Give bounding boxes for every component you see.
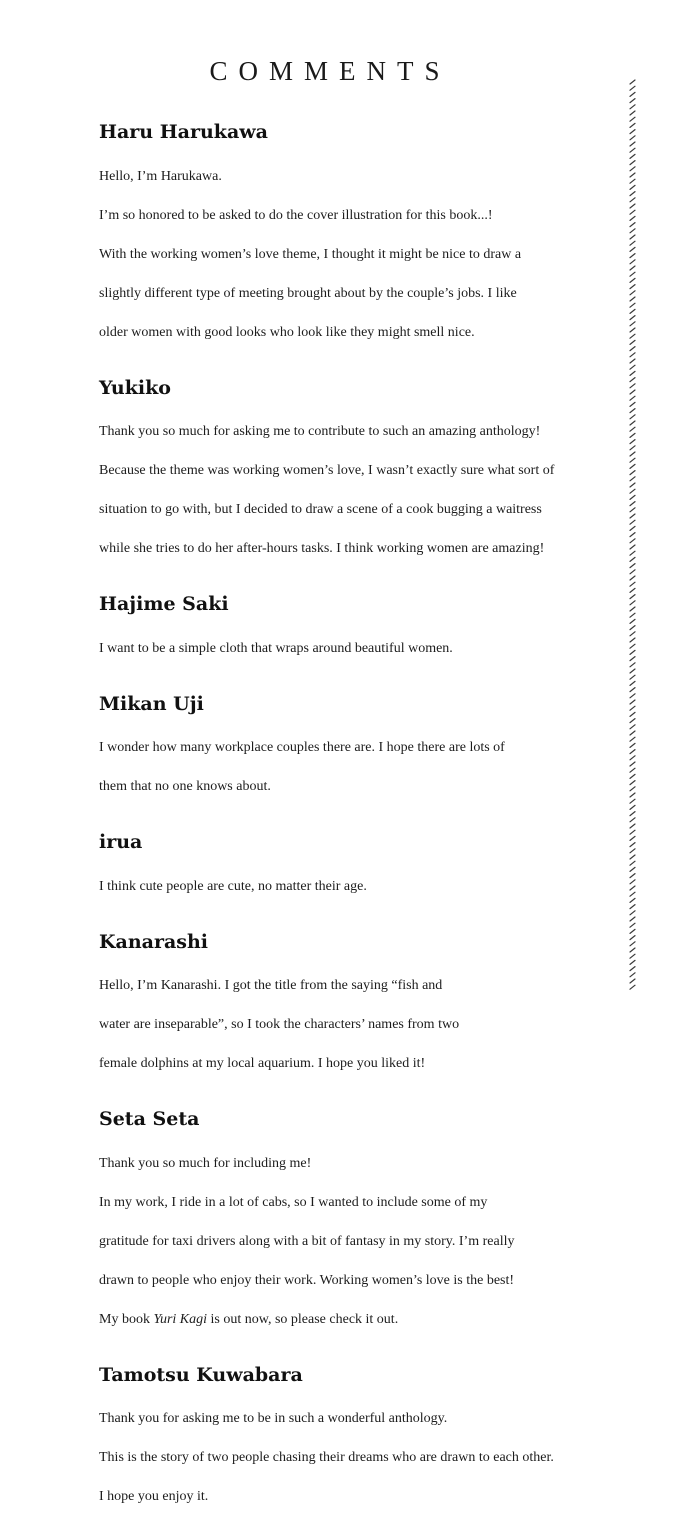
hatch-stroke bbox=[630, 154, 635, 158]
hatch-stroke bbox=[630, 192, 635, 196]
comment-line: female dolphins at my local aquarium. I hope you liked it! bbox=[99, 1056, 426, 1071]
hatch-stroke bbox=[630, 849, 635, 853]
author-name: Seta Seta bbox=[99, 1108, 200, 1130]
hatch-stroke bbox=[630, 681, 635, 685]
comments-list bbox=[99, 118, 599, 1538]
hatch-stroke bbox=[630, 638, 635, 642]
hatch-stroke bbox=[630, 905, 635, 909]
hatch-stroke bbox=[630, 86, 635, 90]
hatch-stroke bbox=[630, 433, 635, 437]
hatch-stroke bbox=[630, 650, 635, 654]
comment-entry-seta-seta bbox=[99, 1105, 599, 1349]
hatch-stroke bbox=[630, 446, 635, 450]
hatch-stroke bbox=[630, 471, 635, 475]
hatch-stroke bbox=[630, 105, 635, 109]
comment-line: Thank you so much for asking me to contribute to such an amazing anthology! bbox=[99, 424, 541, 439]
hatch-stroke bbox=[630, 390, 635, 394]
hatch-stroke bbox=[630, 793, 635, 797]
hatch-stroke bbox=[630, 111, 635, 115]
hatch-stroke bbox=[630, 148, 635, 152]
author-name: irua bbox=[99, 831, 143, 853]
hatch-stroke bbox=[630, 979, 635, 983]
comment-line-prefix: My book bbox=[99, 1311, 154, 1327]
hatch-stroke bbox=[630, 396, 635, 400]
hatch-stroke bbox=[630, 458, 635, 462]
hatch-stroke bbox=[630, 818, 635, 822]
hatch-stroke bbox=[630, 514, 635, 518]
hatch-stroke bbox=[630, 750, 635, 754]
hatch-stroke bbox=[630, 210, 635, 214]
hatch-stroke bbox=[630, 843, 635, 847]
author-name: Hajime Saki bbox=[99, 593, 229, 615]
comment-line: With the working women’s love theme, I thought it might be nice to draw a bbox=[99, 246, 522, 262]
book-title: Yuri Kagi bbox=[153, 1311, 208, 1327]
comment-text bbox=[99, 1134, 599, 1349]
author-name: Tamotsu Kuwabara bbox=[99, 1363, 303, 1386]
hatch-stroke bbox=[630, 272, 635, 276]
hatch-stroke bbox=[630, 551, 635, 555]
hatch-stroke bbox=[630, 669, 635, 673]
hatch-stroke bbox=[630, 421, 635, 425]
hatch-stroke bbox=[630, 378, 635, 382]
hatch-stroke bbox=[630, 588, 635, 592]
comment-text bbox=[99, 1390, 599, 1527]
comment-line: Hello, I’m Kanarashi. I got the title from the saying “fish and bbox=[99, 978, 443, 993]
hatch-stroke bbox=[630, 384, 635, 388]
comment-entry-hajime-saki bbox=[99, 590, 599, 678]
hatch-stroke bbox=[630, 632, 635, 636]
hatch-stroke bbox=[630, 254, 635, 258]
hatch-stroke bbox=[630, 867, 635, 871]
comment-line: I want to be a simple cloth that wraps around beautiful women. bbox=[99, 640, 453, 656]
hatch-stroke bbox=[630, 923, 635, 927]
comment-text bbox=[99, 147, 599, 362]
hatch-stroke bbox=[630, 799, 635, 803]
comment-text bbox=[99, 957, 599, 1094]
hatch-stroke bbox=[630, 725, 635, 729]
hatch-stroke bbox=[630, 179, 635, 183]
hatch-stroke bbox=[630, 316, 635, 320]
hatch-stroke bbox=[630, 942, 635, 946]
hatch-stroke bbox=[630, 241, 635, 245]
hatch-stroke bbox=[630, 911, 635, 915]
hatched-edge-border bbox=[627, 78, 639, 998]
hatch-stroke bbox=[630, 371, 635, 375]
hatch-stroke bbox=[630, 781, 635, 785]
hatch-stroke bbox=[630, 967, 635, 971]
hatch-stroke bbox=[630, 607, 635, 611]
comment-line: while she tries to do her after-hours tasks. I think working women are amazing! bbox=[99, 541, 545, 556]
hatch-stroke bbox=[630, 508, 635, 512]
hatch-stroke bbox=[630, 409, 635, 413]
comment-entry-irua bbox=[99, 828, 599, 916]
hatch-stroke bbox=[630, 347, 635, 351]
hatch-stroke bbox=[630, 917, 635, 921]
comment-line: Thank you for asking me to be in such a wonderful anthology. bbox=[99, 1411, 448, 1426]
comment-line: I hope you enjoy it. bbox=[99, 1489, 209, 1504]
hatch-stroke bbox=[630, 855, 635, 859]
hatch-stroke bbox=[630, 675, 635, 679]
hatch-stroke bbox=[630, 712, 635, 716]
hatch-stroke bbox=[630, 564, 635, 568]
comment-line: Hello, I’m Harukawa. bbox=[99, 168, 222, 184]
hatch-stroke bbox=[630, 644, 635, 648]
hatch-stroke bbox=[630, 892, 635, 896]
hatch-stroke bbox=[630, 452, 635, 456]
hatch-stroke bbox=[630, 601, 635, 605]
hatch-stroke bbox=[630, 830, 635, 834]
hatch-stroke bbox=[630, 247, 635, 251]
hatch-stroke bbox=[630, 545, 635, 549]
comment-line: situation to go with, but I decided to draw a scene of a cook bugging a waitress bbox=[99, 502, 542, 517]
hatch-stroke bbox=[630, 898, 635, 902]
comment-line: In my work, I ride in a lot of cabs, so I wanted to include some of my bbox=[99, 1194, 488, 1210]
page-title: COMMENTS bbox=[209, 56, 451, 86]
hatch-stroke bbox=[630, 768, 635, 772]
hatch-stroke bbox=[630, 440, 635, 444]
hatch-stroke bbox=[630, 185, 635, 189]
hatch-stroke bbox=[630, 136, 635, 140]
hatch-stroke bbox=[630, 402, 635, 406]
hatch-stroke bbox=[630, 489, 635, 493]
comment-entry-haru-harukawa bbox=[99, 118, 599, 362]
author-name: Kanarashi bbox=[99, 930, 208, 953]
comment-line: older women with good looks who look like they might smell nice. bbox=[99, 324, 475, 340]
hatch-stroke bbox=[630, 353, 635, 357]
hatch-stroke bbox=[630, 762, 635, 766]
hatch-stroke bbox=[630, 874, 635, 878]
hatch-stroke bbox=[630, 167, 635, 171]
hatch-stroke bbox=[630, 278, 635, 282]
comment-line: I think cute people are cute, no matter their age. bbox=[99, 878, 367, 894]
author-name: Haru Harukawa bbox=[99, 121, 268, 143]
hatch-stroke bbox=[630, 886, 635, 890]
comment-text bbox=[99, 857, 599, 916]
hatch-stroke bbox=[630, 322, 635, 326]
hatch-stroke bbox=[630, 557, 635, 561]
hatch-stroke bbox=[630, 582, 635, 586]
hatch-stroke bbox=[630, 216, 635, 220]
hatch-stroke bbox=[630, 198, 635, 202]
hatch-stroke bbox=[630, 204, 635, 208]
hatch-stroke bbox=[630, 520, 635, 524]
hatch-stroke bbox=[630, 309, 635, 313]
hatch-stroke bbox=[630, 929, 635, 933]
hatch-stroke bbox=[630, 415, 635, 419]
hatch-stroke bbox=[630, 483, 635, 487]
hatch-stroke bbox=[630, 464, 635, 468]
hatch-stroke bbox=[630, 526, 635, 530]
hatch-stroke bbox=[630, 533, 635, 537]
hatch-stroke bbox=[630, 340, 635, 344]
hatch-stroke bbox=[630, 657, 635, 661]
hatch-stroke bbox=[630, 142, 635, 146]
hatch-stroke bbox=[630, 756, 635, 760]
hatch-stroke bbox=[630, 774, 635, 778]
comment-line: water are inseparable”, so I took the characters’ names from two bbox=[99, 1017, 460, 1032]
comment-entry-tamotsu-kuwabara bbox=[99, 1361, 599, 1527]
hatch-stroke bbox=[630, 663, 635, 667]
hatch-stroke bbox=[630, 260, 635, 264]
comment-line: slightly different type of meeting brought about by the couple’s jobs. I like bbox=[99, 285, 517, 301]
comment-line: Because the theme was working women’s love, I wasn’t exactly sure what sort of bbox=[99, 463, 555, 478]
hatch-stroke bbox=[630, 539, 635, 543]
comment-text bbox=[99, 619, 599, 678]
hatch-stroke bbox=[630, 787, 635, 791]
hatch-stroke bbox=[630, 954, 635, 958]
hatch-stroke bbox=[630, 880, 635, 884]
hatch-stroke bbox=[630, 836, 635, 840]
comment-line: gratitude for taxi drivers along with a bit of fantasy in my story. I’m really bbox=[99, 1233, 515, 1249]
hatch-stroke bbox=[630, 824, 635, 828]
hatch-stroke bbox=[630, 297, 635, 301]
comment-entry-kanarashi bbox=[99, 928, 599, 1094]
hatch-stroke bbox=[630, 291, 635, 295]
hatch-stroke bbox=[630, 973, 635, 977]
hatch-stroke bbox=[630, 737, 635, 741]
hatch-stroke bbox=[630, 812, 635, 816]
comment-line: them that no one knows about. bbox=[99, 779, 271, 794]
hatch-stroke bbox=[630, 303, 635, 307]
comment-line: I wonder how many workplace couples there are. I hope there are lots of bbox=[99, 740, 505, 755]
hatch-stroke bbox=[630, 700, 635, 704]
hatch-stroke bbox=[630, 123, 635, 127]
hatch-stroke bbox=[630, 92, 635, 96]
hatch-stroke bbox=[630, 688, 635, 692]
hatch-stroke bbox=[630, 334, 635, 338]
hatch-stroke bbox=[630, 706, 635, 710]
hatch-stroke bbox=[630, 223, 635, 227]
hatch-stroke bbox=[630, 328, 635, 332]
author-name: Yukiko bbox=[99, 376, 171, 399]
hatch-stroke bbox=[630, 936, 635, 940]
hatch-stroke bbox=[630, 805, 635, 809]
comment-text bbox=[99, 403, 599, 579]
hatch-stroke bbox=[630, 861, 635, 865]
hatch-stroke bbox=[630, 359, 635, 363]
hatch-stroke bbox=[630, 130, 635, 134]
hatch-stroke bbox=[630, 266, 635, 270]
hatch-stroke bbox=[630, 694, 635, 698]
hatch-stroke bbox=[630, 595, 635, 599]
hatch-stroke bbox=[630, 985, 635, 989]
comment-line-with-book-title bbox=[99, 1310, 599, 1330]
hatch-stroke bbox=[630, 719, 635, 723]
comment-entry-yukiko bbox=[99, 374, 599, 579]
hatch-stroke bbox=[630, 235, 635, 239]
comment-line-suffix: is out now, so please check it out. bbox=[207, 1311, 399, 1327]
hatch-stroke bbox=[630, 495, 635, 499]
author-name: Mikan Uji bbox=[99, 692, 204, 715]
comment-entry-mikan-uji bbox=[99, 690, 599, 817]
hatch-stroke bbox=[630, 619, 635, 623]
hatch-stroke bbox=[630, 576, 635, 580]
hatch-stroke bbox=[630, 80, 635, 84]
hatch-stroke bbox=[630, 960, 635, 964]
hatch-stroke bbox=[630, 731, 635, 735]
comment-line: drawn to people who enjoy their work. Working women’s love is the best! bbox=[99, 1272, 515, 1288]
hatch-stroke bbox=[630, 161, 635, 165]
hatch-stroke bbox=[630, 99, 635, 103]
hatch-stroke bbox=[630, 285, 635, 289]
comment-text bbox=[99, 719, 599, 817]
hatch-stroke bbox=[630, 173, 635, 177]
hatch-stroke bbox=[630, 570, 635, 574]
hatch-stroke bbox=[630, 613, 635, 617]
comment-line: This is the story of two people chasing their dreams who are drawn to each other. bbox=[99, 1450, 554, 1465]
hatch-stroke bbox=[630, 948, 635, 952]
hatch-stroke bbox=[630, 427, 635, 431]
hatch-stroke bbox=[630, 743, 635, 747]
hatch-stroke bbox=[630, 626, 635, 630]
comment-line: Thank you so much for including me! bbox=[99, 1155, 312, 1171]
hatch-stroke bbox=[630, 365, 635, 369]
hatch-stroke bbox=[630, 117, 635, 121]
hatch-stroke bbox=[630, 502, 635, 506]
hatch-stroke bbox=[630, 477, 635, 481]
comment-line: I’m so honored to be asked to do the cover illustration for this book...! bbox=[99, 207, 493, 223]
hatch-stroke bbox=[630, 229, 635, 233]
